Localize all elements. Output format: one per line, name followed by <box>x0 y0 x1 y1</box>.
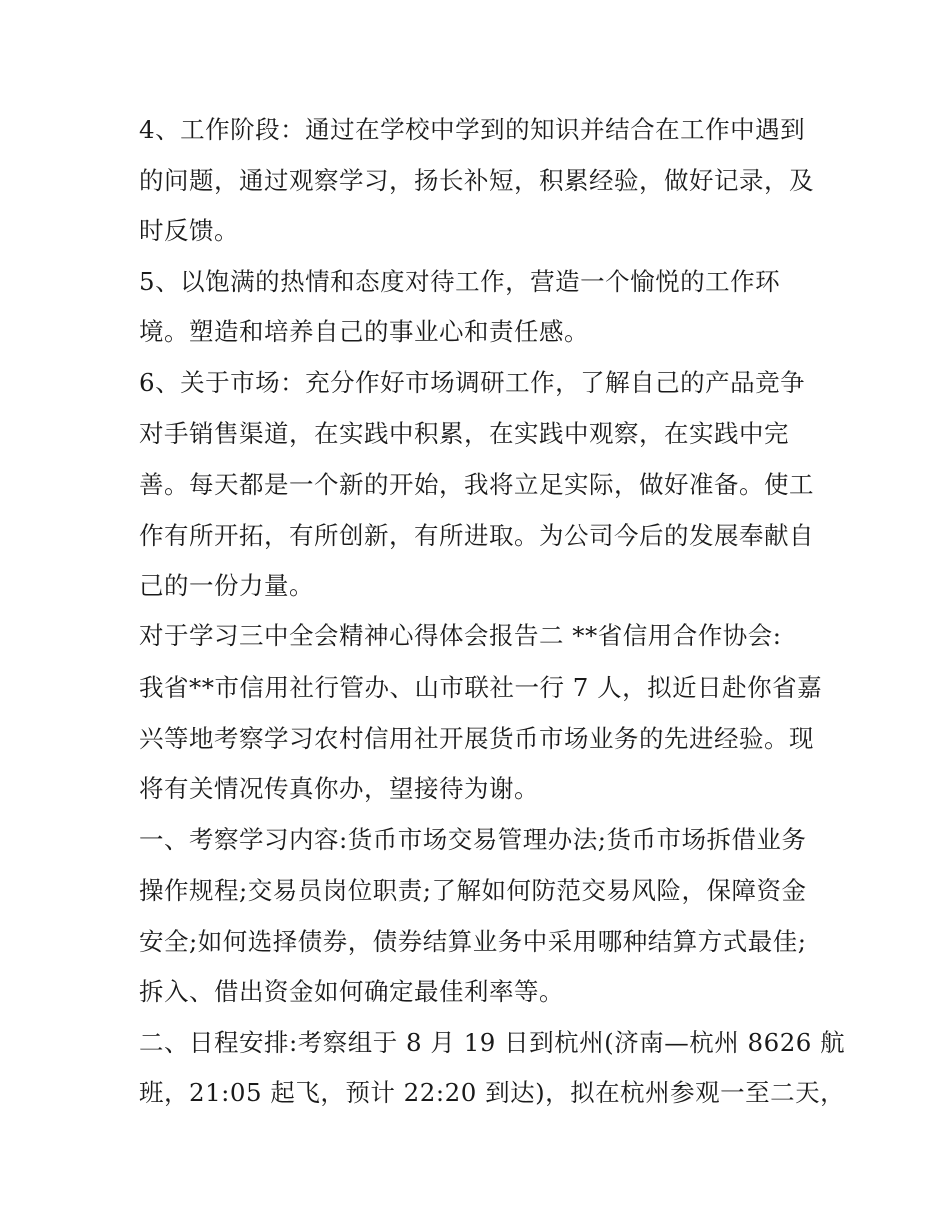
text-line: 5、以饱满的热情和态度对待工作，营造一个愉悦的工作环 <box>139 267 781 296</box>
text-line: 班，21:05 起飞，预计 22:20 到达)，拟在杭州参观一至二天， <box>139 1078 846 1107</box>
text-line: 善。每天都是一个新的开始，我将立足实际，做好准备。使工 <box>139 470 814 499</box>
text-line: 安全;如何选择债券，债券结算业务中采用哪种结算方式最佳; <box>139 927 807 956</box>
text-line: 对手销售渠道，在实践中积累，在实践中观察，在实践中完 <box>139 419 789 448</box>
text-line: 境。塑造和培养自己的事业心和责任感。 <box>139 317 589 346</box>
text-line: 二、日程安排:考察组于 8 月 19 日到杭州(济南—杭州 8626 航 <box>139 1028 846 1057</box>
text-line: 操作规程;交易员岗位职责;了解如何防范交易风险，保障资金 <box>139 876 807 905</box>
text-line: 兴等地考察学习农村信用社开展货币市场业务的先进经验。现 <box>139 724 814 753</box>
text-line: 我省**市信用社行管办、山市联社一行 7 人，拟近日赴你省嘉 <box>139 673 823 702</box>
text-line: 作有所开拓，有所创新，有所进取。为公司今后的发展奉献自 <box>139 521 814 550</box>
text-line: 4、工作阶段：通过在学校中学到的知识并结合在工作中遇到 <box>139 115 806 144</box>
text-line: 将有关情况传真你办，望接待为谢。 <box>139 774 539 803</box>
text-line: 对于学习三中全会精神心得体会报告二 **省信用合作协会: <box>139 621 782 650</box>
text-line: 一、考察学习内容:货币市场交易管理办法;货币市场拆借业务 <box>139 825 807 854</box>
text-line: 的问题，通过观察学习，扬长补短，积累经验，做好记录，及 <box>139 166 814 195</box>
text-line: 6、关于市场：充分作好市场调研工作，了解自己的产品竞争 <box>139 368 806 397</box>
text-line: 拆入、借出资金如何确定最佳利率等。 <box>139 977 564 1006</box>
text-line: 己的一份力量。 <box>139 571 314 600</box>
text-line: 时反馈。 <box>139 216 239 245</box>
